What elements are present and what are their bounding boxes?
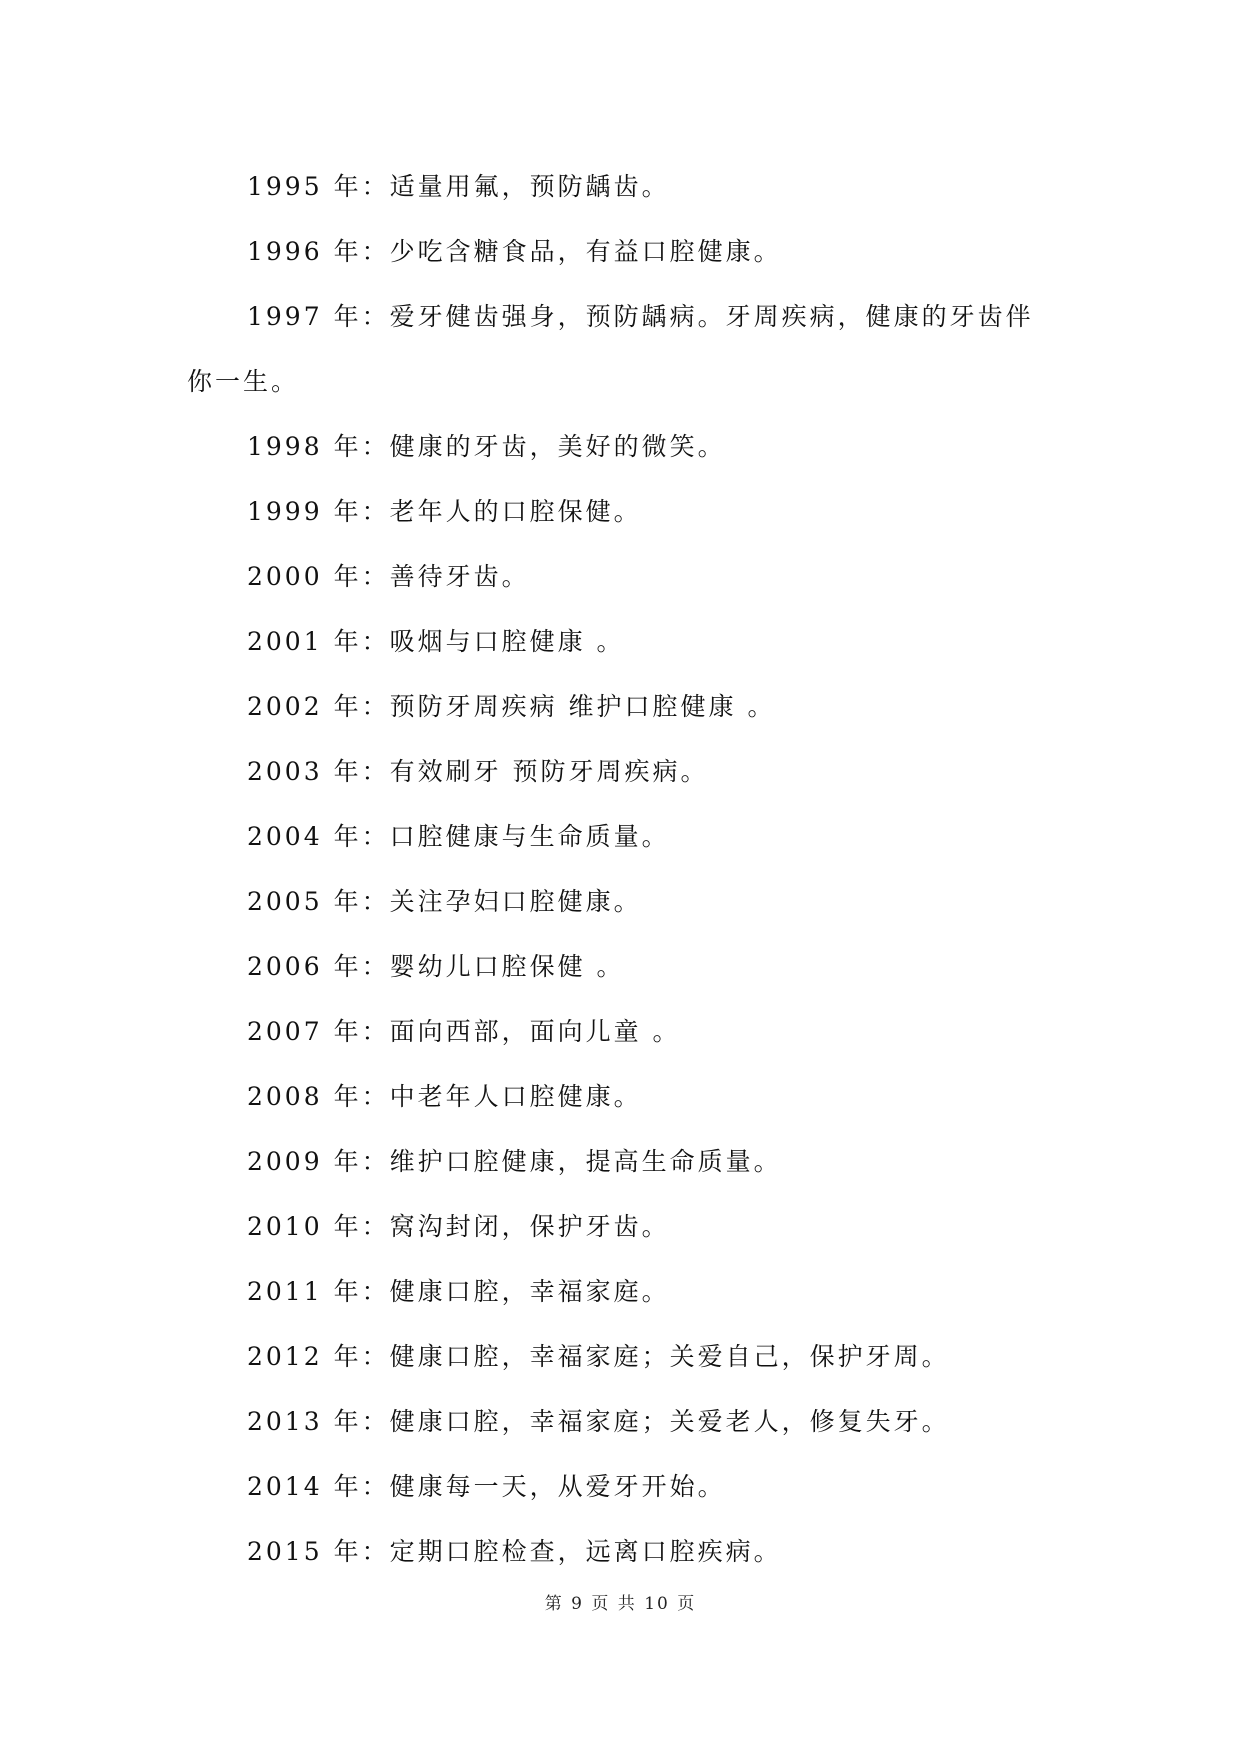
- entry-1999: [187, 479, 1057, 544]
- entry-separator: 年：: [322, 627, 390, 656]
- entry-2008: [187, 1064, 1057, 1129]
- entry-separator: 年：: [322, 1082, 390, 1111]
- entry-year: 1996: [247, 237, 323, 266]
- entry-separator: 年：: [322, 822, 390, 851]
- entry-2007: [187, 999, 1057, 1064]
- entry-2010: [187, 1194, 1057, 1259]
- entry-separator: 年：: [322, 1407, 390, 1436]
- entry-2000: [187, 544, 1057, 609]
- entry-text: 面向西部，面向儿童 。: [389, 1017, 681, 1046]
- entry-separator: 年：: [322, 1537, 390, 1566]
- entry-year: 2014: [247, 1472, 323, 1501]
- page-footer: [0, 1592, 1241, 1616]
- entry-1995: [187, 154, 1057, 219]
- entry-year: 2012: [247, 1342, 323, 1371]
- entry-separator: 年：: [322, 497, 390, 526]
- entry-year: 2013: [247, 1407, 323, 1436]
- entry-2014: [187, 1454, 1057, 1519]
- entry-text: 窝沟封闭，保护牙齿。: [389, 1212, 670, 1241]
- entry-1998: [187, 414, 1057, 479]
- entry-year: 2011: [247, 1277, 323, 1306]
- entry-text: 中老年人口腔健康。: [389, 1082, 642, 1111]
- entry-text: 口腔健康与生命质量。: [389, 822, 670, 851]
- entry-text: 健康口腔，幸福家庭。: [389, 1277, 670, 1306]
- entry-year: 2010: [247, 1212, 323, 1241]
- entry-2013: [187, 1389, 1057, 1454]
- entry-year: 2003: [247, 757, 323, 786]
- entry-2005: [187, 869, 1057, 934]
- entry-year: 1997: [247, 302, 323, 331]
- entry-separator: 年：: [322, 562, 390, 591]
- entry-year: 1995: [247, 172, 323, 201]
- entry-text: 适量用氟，预防龋齿。: [389, 172, 670, 201]
- entry-separator: 年：: [322, 1212, 390, 1241]
- entry-2006: [187, 934, 1057, 999]
- entry-separator: 年：: [322, 172, 390, 201]
- entry-text: 吸烟与口腔健康 。: [389, 627, 625, 656]
- entry-2003: [187, 739, 1057, 804]
- document-body: [187, 154, 1057, 1584]
- entry-1996: [187, 219, 1057, 284]
- page-number-label: 第 9 页 共 10 页: [544, 1594, 697, 1614]
- entry-text: 健康口腔，幸福家庭；关爱老人，修复失牙。: [389, 1407, 950, 1436]
- entry-year: 1998: [247, 432, 323, 461]
- entry-separator: 年：: [322, 1147, 390, 1176]
- entry-text: 有效刷牙 预防牙周疾病。: [389, 757, 709, 786]
- entry-separator: 年：: [322, 302, 390, 331]
- entry-year: 2009: [247, 1147, 323, 1176]
- entry-year: 2006: [247, 952, 323, 981]
- entry-2011: [187, 1259, 1057, 1324]
- entry-text: 健康每一天，从爱牙开始。: [389, 1472, 726, 1501]
- entry-text: 预防牙周疾病 维护口腔健康 。: [389, 692, 776, 721]
- entry-text: 定期口腔检查，远离口腔疾病。: [389, 1537, 782, 1566]
- entry-year: 2007: [247, 1017, 323, 1046]
- entry-2012: [187, 1324, 1057, 1389]
- entry-separator: 年：: [322, 952, 390, 981]
- entry-separator: 年：: [322, 432, 390, 461]
- entry-separator: 年：: [322, 1017, 390, 1046]
- entry-2001: [187, 609, 1057, 674]
- entry-year: 2002: [247, 692, 323, 721]
- entry-separator: 年：: [322, 1472, 390, 1501]
- entry-year: 2008: [247, 1082, 323, 1111]
- entry-year: 2004: [247, 822, 323, 851]
- entry-text: 关注孕妇口腔健康。: [389, 887, 642, 916]
- entry-year: 2015: [247, 1537, 323, 1566]
- entry-text: 婴幼儿口腔保健 。: [389, 952, 625, 981]
- entry-year: 2001: [247, 627, 323, 656]
- entry-2009: [187, 1129, 1057, 1194]
- entry-2004: [187, 804, 1057, 869]
- entry-separator: 年：: [322, 1342, 390, 1371]
- entry-text: 维护口腔健康，提高生命质量。: [389, 1147, 782, 1176]
- entry-separator: 年：: [322, 237, 390, 266]
- entry-text: 少吃含糖食品，有益口腔健康。: [389, 237, 782, 266]
- entry-1997: [187, 284, 1057, 414]
- entry-text: 善待牙齿。: [389, 562, 530, 591]
- entry-year: 2000: [247, 562, 323, 591]
- entry-text: 健康口腔，幸福家庭；关爱自己，保护牙周。: [389, 1342, 950, 1371]
- entry-separator: 年：: [322, 887, 390, 916]
- entry-text: 健康的牙齿，美好的微笑。: [389, 432, 726, 461]
- entry-text: 爱牙健齿强身，预防龋病。牙周疾病，健康的牙齿伴你一生。: [187, 302, 1034, 396]
- entry-text: 老年人的口腔保健。: [389, 497, 642, 526]
- entry-separator: 年：: [322, 757, 390, 786]
- entry-2002: [187, 674, 1057, 739]
- entry-separator: 年：: [322, 692, 390, 721]
- entry-2015: [187, 1519, 1057, 1584]
- entry-separator: 年：: [322, 1277, 390, 1306]
- entry-year: 1999: [247, 497, 323, 526]
- entry-year: 2005: [247, 887, 323, 916]
